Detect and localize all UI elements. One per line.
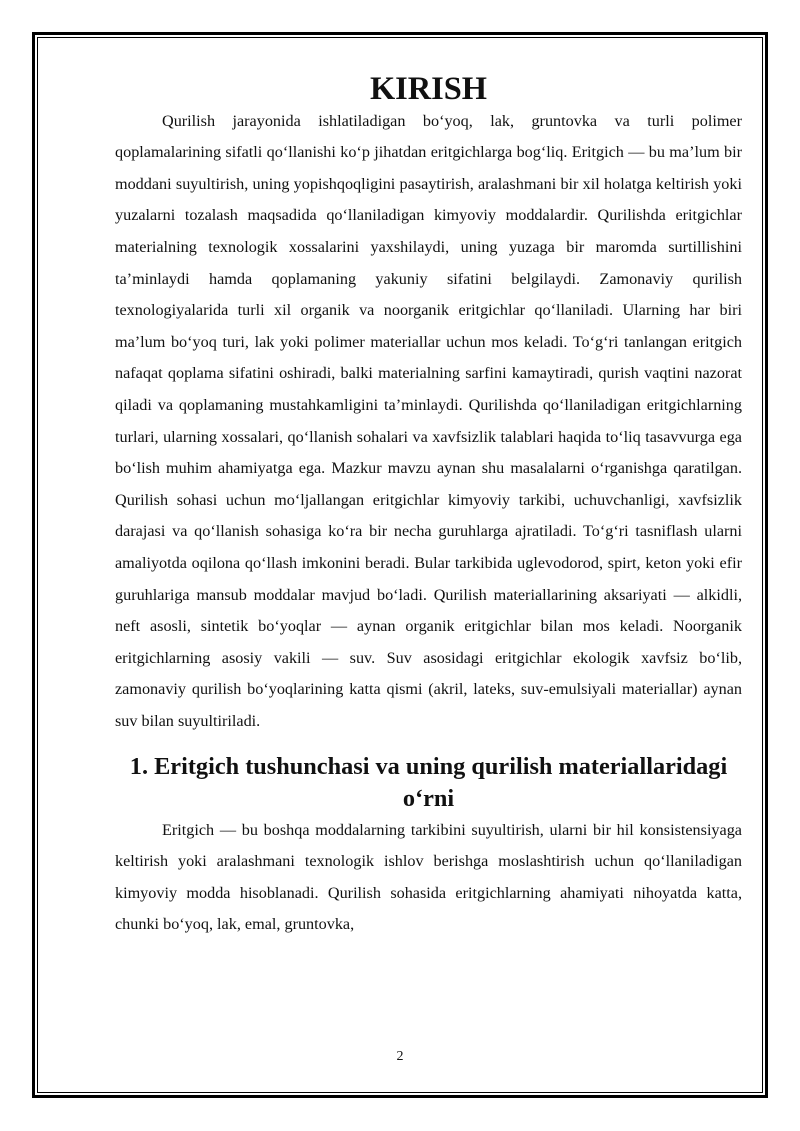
document-body bbox=[115, 72, 742, 941]
section-1-heading: 1. Eritgich tushunchasi va uning qurilish materiallaridagi o‘rni bbox=[129, 753, 728, 813]
section-1-paragraph: Eritgich — bu boshqa moddalarning tarkibini suyultirish, ularni bir hil konsistensiyaga keltirish yoki aralashmani texnologik ishlov berishga moslashtirish uchun qo‘llaniladigan kimyoviy modda hisoblanadi. Qurilish sohasida eritgichlarning ahamiyati nihoyatda katta, chunki bo‘yoq, lak, emal, gruntovka, bbox=[115, 820, 742, 934]
page-number: 2 bbox=[396, 1049, 404, 1064]
intro-paragraph: Qurilish jarayonida ishlatiladigan bo‘yoq, lak, gruntovka va turli polimer qoplamalarining sifatli qo‘llanishi ko‘p jihatdan eritgichlarga bog‘liq. Eritgich — bu ma’lum bir moddani suyultirish, uning yopishqoqligini pasaytirish, aralashmani bir xil holatga keltirish yoki yuzalarni tozalash maqsadida qo‘llaniladigan kimyoviy moddalardir. Qurilishda eritgichlar materialning texnologik xossalarini yaxshilaydi, uning yuzaga bir maromda surtillishini ta’minlaydi hamda qoplamaning yakuniy sifatini belgilaydi. Zamonaviy qurilish texnologiyalarida turli xil organik va noorganik eritgichlar qo‘llaniladi. Ularning har biri ma’lum bo‘yoq turi, lak yoki polimer materiallar uchun mos keladi. To‘g‘ri tanlangan eritgich nafaqat qoplama sifatini oshiradi, balki materialning sarfini kamaytiradi, qurish vaqtini nazorat qiladi va qoplamaning mustahkamligini ta’minlaydi. Qurilishda qo‘llaniladigan eritgichlarning turlari, ularning xossalari, qo‘llanish sohalari va xavfsizlik talablari haqida to‘liq tasavvurga ega bo‘lish muhim ahamiyatga ega. Mazkur mavzu aynan shu masalalarni o‘rganishga qaratilgan. Qurilish sohasi uchun mo‘ljallangan eritgichlar kimyoviy tarkibi, uchuvchanligi, xavfsizlik darajasi va qo‘llanish sohasiga ko‘ra bir necha guruhlarga ajratiladi. To‘g‘ri tasniflash ularni amaliyotda oqilona qo‘llash imkonini beradi. Bular tarkibida uglevodorod, spirt, keton yoki efir guruhlariga mansub moddalar mavjud bo‘ladi. Qurilish materiallarining aksariyati — alkidli, neft asosli, sintetik bo‘yoqlar — aynan organik eritgichlar bilan mos keladi. Noorganik eritgichlarning asosiy vakili — suv. Suv asosidagi eritgichlar ekologik xavfsiz bo‘lib, zamonaviy qurilish bo‘yoqlarining katta qismi (akril, lateks, suv-emulsiyali materiallar) aynan suv bilan suyultiriladi. bbox=[115, 111, 742, 730]
intro-heading: KIRISH bbox=[369, 71, 487, 107]
